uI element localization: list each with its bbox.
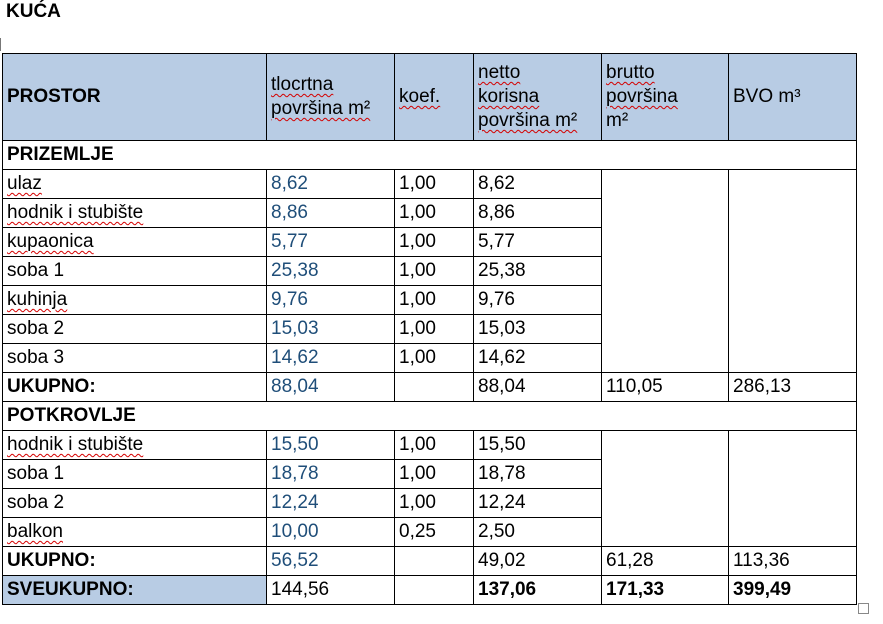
section-label: POTKROVLJE (3, 402, 857, 431)
room-netto: 12,24 (474, 489, 602, 518)
room-netto: 8,86 (474, 199, 602, 228)
room-netto: 2,50 (474, 518, 602, 547)
room-name (3, 199, 267, 228)
room-name (3, 431, 267, 460)
header-koef-text: koef. (399, 86, 441, 107)
room-koef: 1,00 (395, 199, 474, 228)
grand-total-row (3, 576, 857, 605)
room-koef: 1,00 (395, 460, 474, 489)
total-area: 88,04 (267, 373, 395, 402)
room-netto: 15,03 (474, 315, 602, 344)
room-name (3, 286, 267, 315)
room-area: 15,03 (267, 315, 395, 344)
merged-brutto-cell (602, 170, 729, 373)
room-netto: 14,62 (474, 344, 602, 373)
room-name (3, 518, 267, 547)
table-row (3, 170, 857, 199)
room-name-text: kuhinja (7, 289, 68, 310)
room-koef: 1,00 (395, 489, 474, 518)
merged-bvo-cell (729, 431, 857, 547)
room-netto: 15,50 (474, 431, 602, 460)
header-netto-line2: korisna (478, 86, 540, 107)
room-area: 12,24 (267, 489, 395, 518)
room-name-text: balkon (7, 521, 63, 542)
header-brutto (602, 54, 729, 141)
header-prostor: PROSTOR (3, 54, 267, 141)
total-netto: 49,02 (474, 547, 602, 576)
room-name: soba 2 (3, 315, 267, 344)
header-brutto-line3: m² (606, 110, 629, 131)
header-netto-line1: netto (478, 62, 521, 83)
table-row (3, 431, 857, 460)
room-name: soba 1 (3, 257, 267, 286)
section-row-prizemlje (3, 141, 857, 170)
total-bvo: 113,36 (729, 547, 857, 576)
grand-total-koef (395, 576, 474, 605)
room-area: 5,77 (267, 228, 395, 257)
room-area: 15,50 (267, 431, 395, 460)
header-netto-line3: površina m² (478, 110, 578, 131)
room-netto: 18,78 (474, 460, 602, 489)
grand-total-netto: 137,06 (474, 576, 602, 605)
room-netto: 8,62 (474, 170, 602, 199)
total-label: UKUPNO: (3, 547, 267, 576)
room-name-text: kupaonica (7, 231, 94, 252)
room-koef: 1,00 (395, 170, 474, 199)
header-tlocrtna (267, 54, 395, 141)
room-koef: 1,00 (395, 286, 474, 315)
merged-brutto-cell (602, 431, 729, 547)
room-netto: 5,77 (474, 228, 602, 257)
room-area: 25,38 (267, 257, 395, 286)
total-netto: 88,04 (474, 373, 602, 402)
grand-total-brutto: 171,33 (602, 576, 729, 605)
grand-total-area: 144,56 (267, 576, 395, 605)
room-name-text: ulaz (7, 173, 42, 194)
total-brutto: 110,05 (602, 373, 729, 402)
header-row (3, 54, 857, 141)
table-corner-mark (0, 38, 1, 51)
header-brutto-line1: brutto (606, 62, 655, 83)
total-area: 56,52 (267, 547, 395, 576)
room-name: soba 2 (3, 489, 267, 518)
room-area: 10,00 (267, 518, 395, 547)
grand-total-bvo: 399,49 (729, 576, 857, 605)
section-label: PRIZEMLJE (3, 141, 857, 170)
room-name-text: hodnik i stubište (7, 202, 144, 223)
header-tlocrtna-line1: tlocrtna (271, 74, 334, 95)
total-label: UKUPNO: (3, 373, 267, 402)
document-title: KUĆA (6, 1, 61, 22)
total-koef (395, 373, 474, 402)
room-netto: 25,38 (474, 257, 602, 286)
room-koef: 1,00 (395, 344, 474, 373)
header-tlocrtna-line2: površina m² (271, 98, 371, 119)
room-name (3, 228, 267, 257)
header-bvo: BVO m³ (729, 54, 857, 141)
room-area: 8,62 (267, 170, 395, 199)
total-row-potkrovlje (3, 547, 857, 576)
room-koef: 1,00 (395, 257, 474, 286)
room-koef: 1,00 (395, 315, 474, 344)
room-netto: 9,76 (474, 286, 602, 315)
total-brutto: 61,28 (602, 547, 729, 576)
room-name (3, 170, 267, 199)
room-koef: 0,25 (395, 518, 474, 547)
header-koef (395, 54, 474, 141)
grand-total-label: SVEUKUPNO: (3, 576, 267, 605)
merged-bvo-cell (729, 170, 857, 373)
room-area: 18,78 (267, 460, 395, 489)
total-koef (395, 547, 474, 576)
area-table (2, 53, 857, 605)
room-name: soba 1 (3, 460, 267, 489)
table-resize-handle[interactable] (858, 603, 869, 614)
section-row-potkrovlje (3, 402, 857, 431)
total-bvo: 286,13 (729, 373, 857, 402)
room-koef: 1,00 (395, 431, 474, 460)
total-row-prizemlje (3, 373, 857, 402)
room-name: soba 3 (3, 344, 267, 373)
room-name-text: hodnik i stubište (7, 434, 144, 455)
header-brutto-line2: površina (606, 86, 678, 107)
header-netto (474, 54, 602, 141)
room-area: 9,76 (267, 286, 395, 315)
room-area: 8,86 (267, 199, 395, 228)
room-koef: 1,00 (395, 228, 474, 257)
room-area: 14,62 (267, 344, 395, 373)
